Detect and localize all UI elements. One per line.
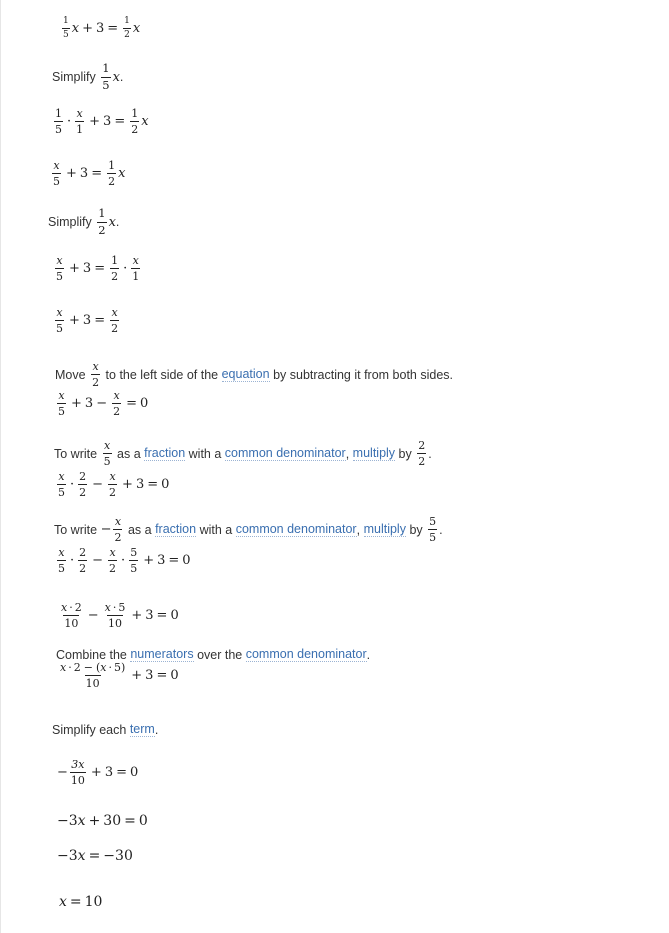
equation-step-13: − 3 x = − 30: [57, 848, 133, 864]
equation-step-4: $\frac{x}{5}$ + 3 = $\frac{1}{2}$ · $\frac{x}{1}$: [56, 254, 140, 283]
equation-step-2: $\frac{1}{5}$ · $\frac{x}{1}$ + 3 = $\frac{1}{2}$ x: [55, 107, 149, 136]
term-fraction[interactable]: fraction: [155, 522, 197, 536]
step-write-x-fifth: To write $\frac{x}{5}$ as a fraction with a common denominator , multiply by $\frac{2}{2}$ .: [54, 439, 432, 468]
step-simplify-one-fifth-x: Simplify $\frac{1}{5}$ x .: [52, 61, 124, 92]
equation-step-6: $\frac{x}{5}$ + 3 − $\frac{x}{2}$ = 0: [58, 389, 149, 418]
term-fraction[interactable]: fraction: [144, 446, 186, 460]
step-write-neg-x-half: To write − $\frac{x}{2}$ as a fraction with a common denominator , multiply by $\frac{5}{5}$ .: [54, 515, 443, 544]
equation-step-5: $\frac{x}{5}$ + 3 = $\frac{x}{2}$: [56, 306, 119, 335]
term-common-denominator[interactable]: common denominator: [245, 647, 367, 661]
fraction-one-fifth: $\frac{1}{5}$: [63, 16, 69, 40]
term-multiply[interactable]: multiply: [352, 446, 396, 460]
equation-step-9: $\frac{x \cdot 2}{10}$ − $\frac{x \cdot 5}{10}$ + 3 = 0: [61, 601, 179, 630]
equation-original: $\frac{1}{5}$ x + 3 = $\frac{1}{2}$ x: [63, 16, 141, 40]
term-common-denominator[interactable]: common denominator: [224, 446, 346, 460]
equation-step-8: $\frac{x}{5}$ · $\frac{2}{2}$ − $\frac{x}{2}$ · $\frac{5}{5}$ + 3 = 0: [58, 546, 191, 575]
equation-step-7: $\frac{x}{5}$ · $\frac{2}{2}$ − $\frac{x}{2}$ + 3 = 0: [58, 470, 170, 499]
step-simplify-one-half-x: Simplify $\frac{1}{2}$ x .: [48, 206, 120, 237]
equation-solution: x = 10: [59, 894, 103, 910]
equation-step-10: $\frac{x \cdot 2 - (x \cdot 5)}{10}$ + 3 = 0: [60, 661, 179, 690]
step-simplify-each-term: Simplify each term .: [52, 722, 159, 737]
left-border: [0, 0, 1, 933]
term-common-denominator[interactable]: common denominator: [235, 522, 357, 536]
equation-step-11: − $\frac{3x}{10}$ + 3 = 0: [57, 758, 139, 787]
term-term[interactable]: term: [129, 722, 155, 736]
term-numerators[interactable]: numerators: [130, 647, 194, 661]
term-equation[interactable]: equation: [221, 367, 270, 381]
step-combine-numerators: Combine the numerators over the common denominator .: [56, 647, 371, 662]
term-multiply[interactable]: multiply: [363, 522, 406, 536]
fraction-one-half: $\frac{1}{2}$: [124, 16, 130, 40]
step-move-x-half: Move $\frac{x}{2}$ to the left side of the equation by subtracting it from both sides.: [55, 360, 454, 389]
equation-step-3: $\frac{x}{5}$ + 3 = $\frac{1}{2}$ x: [53, 159, 126, 188]
equation-step-12: − 3 x + 30 = 0: [57, 813, 148, 829]
